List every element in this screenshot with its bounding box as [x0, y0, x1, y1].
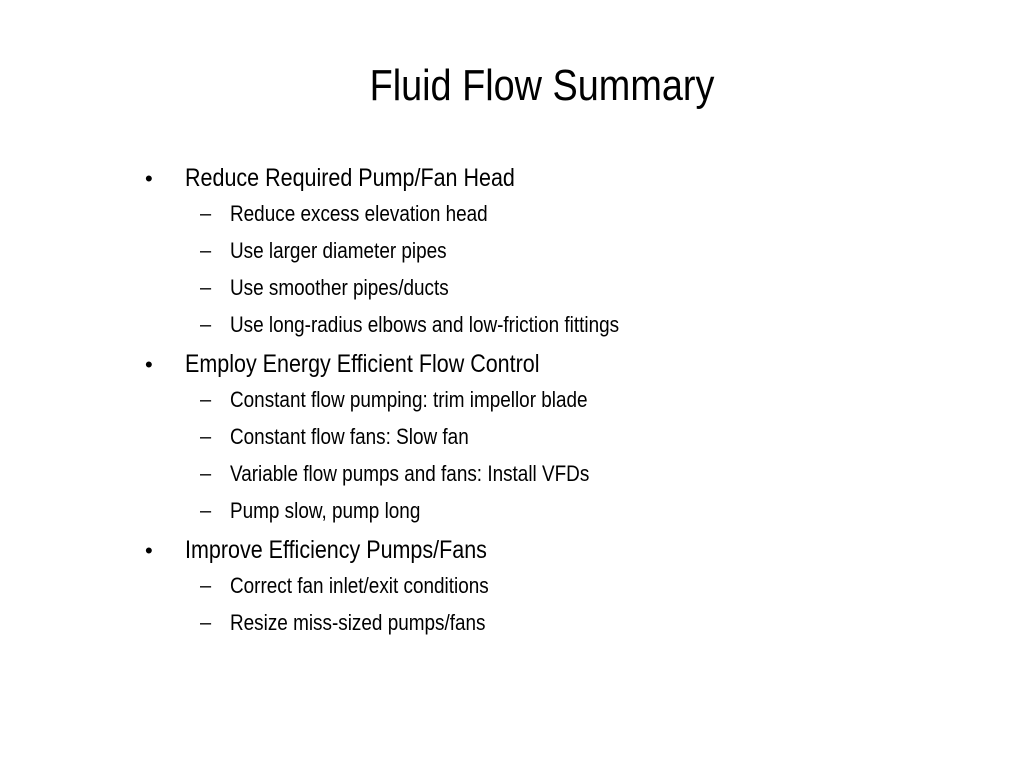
sub-bullet-item: [145, 308, 945, 345]
sub-bullet-marker: –: [200, 203, 212, 225]
sub-bullet-item: [145, 606, 945, 643]
bullet-marker: •: [145, 352, 153, 377]
sub-bullet-text: Use larger diameter pipes: [230, 238, 447, 263]
sub-bullet-marker: –: [200, 426, 212, 448]
sub-bullet-text: Use long-radius elbows and low-friction fittings: [230, 312, 620, 337]
sub-bullet-marker: –: [200, 314, 212, 336]
sub-bullet-marker: –: [200, 575, 212, 597]
sub-bullet-item: [145, 569, 945, 606]
bullet-marker: •: [145, 538, 153, 563]
sub-bullet-marker: –: [200, 500, 212, 522]
bullet-marker: •: [145, 166, 153, 191]
bullet-item: [145, 160, 945, 197]
sub-bullet-text: Constant flow fans: Slow fan: [230, 424, 469, 449]
sub-bullet-text: Pump slow, pump long: [230, 498, 421, 523]
sub-bullet-item: [145, 494, 945, 531]
bullet-item: [145, 532, 945, 569]
sub-bullet-text: Correct fan inlet/exit conditions: [230, 573, 489, 598]
sub-bullet-marker: –: [200, 612, 212, 634]
sub-bullet-marker: –: [200, 277, 212, 299]
sub-bullet-item: [145, 271, 945, 308]
sub-bullet-text: Resize miss-sized pumps/fans: [230, 610, 486, 635]
section-flow-control: [145, 346, 945, 531]
sub-bullet-item: [145, 457, 945, 494]
sub-bullet-item: [145, 383, 945, 420]
sub-bullet-marker: –: [200, 240, 212, 262]
sub-bullet-item: [145, 420, 945, 457]
sub-bullet-item: [145, 197, 945, 234]
bullet-item: [145, 346, 945, 383]
bullet-text: Improve Efficiency Pumps/Fans: [185, 536, 487, 564]
sub-bullet-item: [145, 234, 945, 271]
slide-body: [145, 160, 945, 644]
bullet-text: Employ Energy Efficient Flow Control: [185, 350, 540, 378]
sub-bullet-text: Use smoother pipes/ducts: [230, 275, 449, 300]
sub-bullet-marker: –: [200, 389, 212, 411]
slide-title: Fluid Flow Summary: [369, 61, 715, 110]
section-pump-fan-efficiency: [145, 532, 945, 643]
sub-bullet-text: Variable flow pumps and fans: Install VFDs: [230, 461, 590, 486]
sub-bullet-marker: –: [200, 463, 212, 485]
sub-bullet-text: Constant flow pumping: trim impellor blade: [230, 387, 588, 412]
sub-bullet-text: Reduce excess elevation head: [230, 201, 488, 226]
section-pump-fan-head: [145, 160, 945, 345]
bullet-text: Reduce Required Pump/Fan Head: [185, 164, 515, 192]
